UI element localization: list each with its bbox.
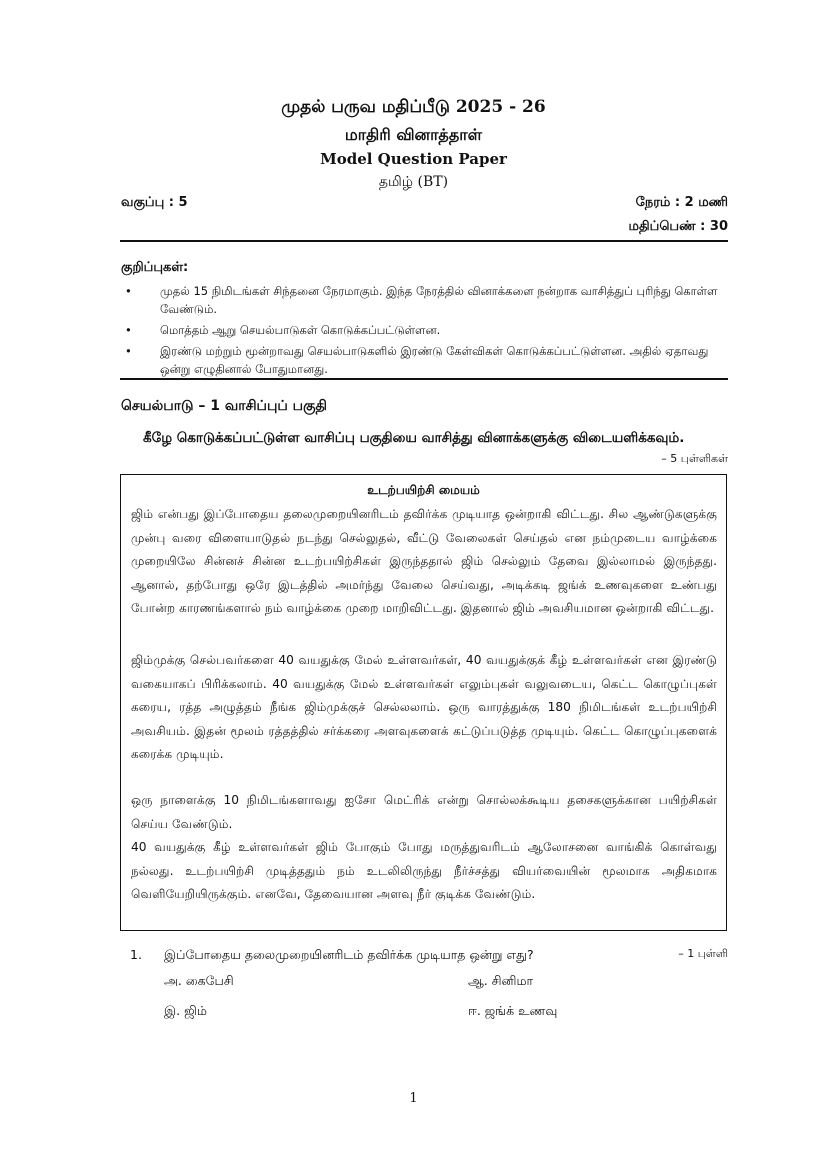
question-number: 1.: [130, 947, 142, 962]
class-label: வகுப்பு : 5: [121, 195, 188, 210]
subject: தமிழ் (BT): [378, 174, 449, 190]
activity-instruction: கீழே கொடுக்கப்பட்டுள்ள வாசிப்பு பகுதியை வாசித்து வினாக்களுக்கு விடையளிக்கவும்.: [143, 430, 685, 446]
option-c: இ. ஜிம்: [164, 1003, 207, 1018]
activity-title: செயல்பாடு – 1 வாசிப்புப் பகுதி: [121, 398, 327, 414]
passage-paragraph: ஜிம் என்பது இப்போதைய தலைமுறையினரிடம் தவிர்க்க முடியாத ஒன்றாகி விட்டது. சில ஆண்டுகளுக்கு முன்பு வரை விளையாடுதல் நடந்து செல்லுதல், வீட்டு வேலைகள் செய்தல் என நம்முடைய வாழ்க்கை முறையிலே சின்னச் சின்ன உடற்பயிற்சிகள் இருந்ததால் ஜிம் செல்லும் தேவை இல்லாமல் இருந்தது. ஆனால், தற்போது ஒரே இடத்தில் அமர்ந்து வேலை செய்வது, அடிக்கடி ஜங்க் உணவுகளை உண்பது போன்ற காரணங்களால் நம் வாழ்க்கை முறை மாறிவிட்டது. இதனால் ஜிம் அவசியமான ஒன்றாகி விட்டது.: [131, 507, 717, 615]
passage-paragraph: ஒரு நாளைக்கு 10 நிமிடங்களாவது ஐசோ மெட்ரிக் என்று சொல்லக்கூடிய தசைகளுக்கான பயிற்சிகள் செய்ய வேண்டும்.: [131, 793, 717, 831]
note-item: • முதல் 15 நிமிடங்கள் சிந்தனை நேரமாகும். இந்த நேரத்தில் வினாக்களை நன்றாக வாசித்துப் புரிந்து கொள்ள வேண்டும்.: [125, 284, 718, 316]
passage-paragraph: 40 வயதுக்கு கீழ் உள்ளவர்கள் ஜிம் போகும் போது மருத்துவரிடம் ஆலோசனை வாங்கிக் கொள்வது நல்லது. உடற்பயிற்சி முடித்ததும் நம் உடலிலிருந்து நீர்ச்சத்து வியர்வையின் மூலமாக அதிகமாக வெளியேறியிருக்கும். எனவே, தேவையான அளவு நீர் குடிக்க வேண்டும்.: [131, 840, 717, 901]
activity-marks: – 5 புள்ளிகள்: [661, 452, 728, 465]
passage-title: உடற்பயிற்சி மையம்: [367, 483, 480, 497]
question-marks: – 1 புள்ளி: [678, 947, 728, 960]
note-item: • இரண்டு மற்றும் மூன்றாவது செயல்பாடுகளில் இரண்டு கேள்விகள் கொடுக்கப்பட்டுள்ளன. அதில் ஏதாவது ஒன்று எழுதினால் போதுமானது.: [125, 344, 709, 376]
marks-label: மதிப்பெண் : 30: [628, 219, 728, 234]
exam-title: முதல் பருவ மதிப்பீடு 2025 - 26: [281, 97, 546, 117]
note-item: • மொத்தம் ஆறு செயல்பாடுகள் கொடுக்கப்பட்டுள்ளன.: [125, 323, 441, 337]
page-number: 1: [409, 1091, 418, 1106]
passage-paragraph: ஜிம்முக்கு செல்பவர்களை 40 வயதுக்கு மேல் உள்ளவர்கள், 40 வயதுக்குக் கீழ் உள்ளவர்கள் என இரண்டு வகையாகப் பிரிக்கலாம். 40 வயதுக்கு மேல் உள்ளவர்கள் எலும்புகள் வலுவடைய, கெட்ட கொழுப்புகள் கரைய, ரத்த அழுத்தம் நீங்க ஜிம்முக்குச் செல்லலாம். ஒரு வாரத்துக்கு 180 நிமிடங்கள் உடற்பயிற்சி அவசியம். இதன் மூலம் ரத்தத்தில் சர்க்கரை அளவுகளைக் கட்டுப்படுத்த முடியும். கெட்ட கொழுப்புகளைக் கரைக்க முடியும்.: [131, 653, 717, 761]
paper-type-tamil: மாதிரி வினாத்தாள்: [344, 125, 483, 144]
option-a: அ. கைபேசி: [164, 973, 234, 988]
question-text: இப்போதைய தலைமுறையினரிடம் தவிர்க்க முடியாத ஒன்று எது?: [164, 947, 534, 962]
paper-type-english: Model Question Paper: [320, 150, 507, 168]
option-b: ஆ. சினிமா: [468, 973, 534, 988]
header-divider: [120, 240, 728, 242]
notes-list: [120, 282, 728, 381]
time-label: நேரம் : 2 மணி: [635, 195, 728, 210]
reading-passage-box: [120, 474, 727, 931]
notes-divider: [120, 378, 728, 380]
option-d: ஈ. ஜங்க் உணவு: [468, 1003, 558, 1018]
notes-title: குறிப்புகள்:: [121, 260, 189, 275]
